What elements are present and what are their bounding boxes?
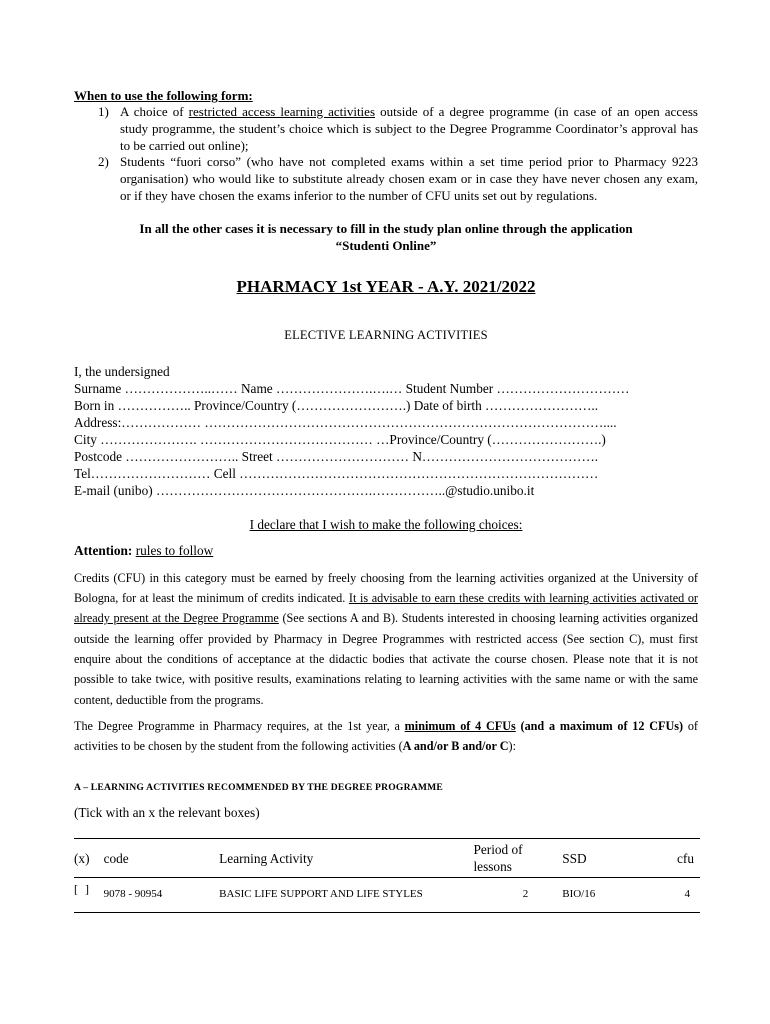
rules-link: rules to follow — [135, 542, 214, 558]
code-cell — [104, 878, 220, 913]
item-text: Students “fuori corso” (who have not completed exams within a set time period prior to Pharmacy 9223 organisation) who would like to substitute already chosen exam or in case they have never chosen any exam, or if they have chosen the exams inferior to the number of CFU units set out by regulations. — [120, 154, 698, 203]
activity-cfu: 4 — [684, 888, 690, 901]
email-line[interactable]: E-mail (unibo) ………………………………………….……………..@studio.unibo.it — [74, 482, 535, 498]
ssd-cell — [562, 878, 652, 913]
rules-text: Credits (CFU) in this category must be earned by freely choosing from the learning activities organized at the University of Bologna, for at least the minimum of credits indicated. — [74, 570, 698, 606]
section-title: ELECTIVE LEARNING ACTIVITIES — [284, 327, 488, 342]
attention-label: Attention: — [74, 542, 133, 558]
when-to-use-list — [74, 104, 698, 205]
when-item-2 — [98, 154, 698, 204]
activities-table — [74, 838, 700, 913]
degree-text: of activities to be chosen by the student from the following activities ( — [74, 718, 698, 754]
header-ssd: SSD — [562, 839, 652, 878]
rules-text: (See sections A and B). Students interested in choosing learning activities organized outside the learning offer provided by Pharmacy in Degree Programmes with restricted access (See section C), must first enquire about the conditions of acceptance at the didactic bodies that activate the course chosen. Please note that it is not possible to take twice, with positive results, examinations relating to learning activities with the same name or with the same content, deductible from the programs. — [74, 611, 698, 707]
table-header-row — [74, 839, 700, 878]
tick-box-cell[interactable] — [74, 878, 104, 913]
activity-options: A and/or B and/or C — [402, 739, 509, 754]
header-period: Period of lessons — [473, 839, 562, 878]
when-to-use-heading: When to use the following form: — [74, 88, 253, 103]
activity-period: 2 — [522, 888, 529, 901]
when-item-1 — [98, 104, 698, 154]
tick-instruction: (Tick with an x the relevant boxes) — [74, 805, 260, 821]
header-code: code — [104, 839, 220, 878]
list-number: 2) — [98, 154, 109, 170]
form-page — [74, 88, 698, 913]
page-title: PHARMACY 1st YEAR - A.Y. 2021/2022 — [236, 276, 536, 296]
degree-text: The Degree Programme in Pharmacy requires, at the 1st year, a — [74, 718, 405, 733]
table-row — [74, 878, 700, 913]
period-cell — [473, 878, 562, 913]
header-cfu: cfu — [653, 839, 700, 878]
activity-cell — [219, 878, 473, 913]
declaration: I declare that I wish to make the following choices: — [249, 516, 523, 532]
restricted-access-link: restricted access learning activities — [188, 104, 375, 119]
tick-box[interactable]: [ ] — [74, 882, 91, 897]
attention-line — [74, 543, 698, 559]
notice-line: In all the other cases it is necessary to fill in the study plan online through the application — [139, 220, 633, 236]
postcode-line[interactable]: Postcode …………………….. Street ………………………… N…………………………………. — [74, 448, 599, 464]
degree-text: ): — [508, 739, 516, 754]
rules-advice: It is advisable to earn these credits with learning activities activated or already present at the Degree Programme — [74, 591, 698, 626]
phone-line[interactable]: Tel……………………… Cell ……………………………………………………………………… — [74, 465, 599, 481]
address-line[interactable]: Address:……………… ……………………………………………………………………………….... — [74, 414, 617, 430]
activity-code: 9078 - 90954 — [103, 888, 163, 901]
list-number: 1) — [98, 104, 109, 119]
header-activity: Learning Activity — [219, 839, 473, 878]
notice-line: “Studenti Online” — [335, 237, 437, 253]
rules-paragraph — [74, 568, 698, 710]
item-text: outside of a degree programme (in case of an open access study programme, the student’s choice which is subject to the Degree Programme Coordinator’s approval has to be carried out online); — [120, 104, 698, 153]
maximum-cfu: (and a maximum of 12 CFUs) — [515, 718, 684, 733]
birth-line[interactable]: Born in …………….. Province/Country (…………………….) Date of birth …………………….. — [74, 397, 599, 413]
degree-requirement — [74, 716, 698, 757]
item-text: A choice of — [120, 104, 189, 119]
activity-ssd: BIO/16 — [562, 888, 596, 901]
online-notice — [74, 220, 698, 254]
undersigned-label: I, the undersigned — [74, 363, 170, 379]
personal-data-form — [74, 363, 698, 499]
minimum-cfu: minimum of 4 CFUs — [404, 718, 516, 733]
activity-name: BASIC LIFE SUPPORT AND LIFE STYLES — [219, 888, 423, 901]
section-a-heading: A – LEARNING ACTIVITIES RECOMMENDED BY THE DEGREE PROGRAMME — [74, 782, 443, 794]
cfu-cell — [653, 878, 700, 913]
surname-name-line[interactable]: Surname ………………..…… Name ………………….….… Student Number ………………………… — [74, 380, 630, 396]
city-line[interactable]: City …………………. ………………………………… …Province/Country (…………………….) — [74, 431, 606, 447]
header-x: (x) — [74, 839, 104, 878]
